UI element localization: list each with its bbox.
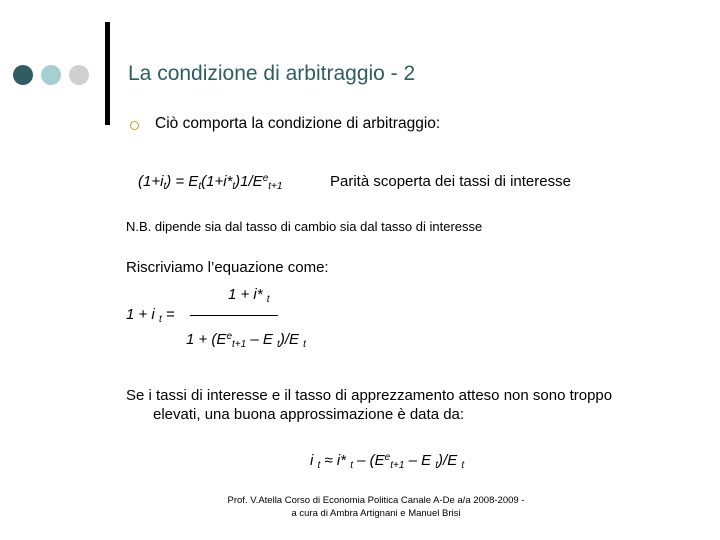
parity-equation: $(1+i_t) = E_t(1+i*_t)1/E^e_{t+1}$ bbox=[138, 173, 283, 192]
parity-label: Parità scoperta dei tassi di interesse bbox=[330, 173, 571, 190]
decor-dot-teal bbox=[41, 65, 61, 85]
rewrite-intro: Riscriviamo l’equazione come: bbox=[126, 259, 329, 276]
approx-equation: i $_t$ ≈ i* $_t - (E^e_{t+1}$ – E $_t$)/E $_t$ bbox=[310, 452, 465, 471]
slide-footer bbox=[200, 494, 552, 520]
bullet-circle-icon bbox=[130, 121, 139, 130]
approx-note-line2: elevati, una buona approssimazione è data da: bbox=[153, 406, 465, 423]
title-divider-bar bbox=[105, 22, 110, 125]
nb-note: N.B. dipende sia dal tasso di cambio sia dal tasso di interesse bbox=[126, 219, 483, 234]
fraction-denominator: $1 + (E^e_{t+1} - E$ $_t$)/E $_t$ bbox=[186, 331, 306, 350]
intro-text: Ciò comporta la condizione di arbitraggio: bbox=[155, 115, 441, 132]
decor-dot-gray bbox=[69, 65, 89, 85]
decor-dot-dark bbox=[13, 65, 33, 85]
fraction-numerator: 1 + i* $_t$ bbox=[228, 286, 270, 305]
footer-line2: a cura di Ambra Artignani e Manuel Brisi bbox=[291, 508, 461, 519]
footer-line1: Prof. V.Atella Corso di Economia Politica Canale A-De a/a 2008-2009 - bbox=[227, 495, 525, 506]
fraction-lhs: 1 + i $_t$ = bbox=[126, 306, 175, 325]
approx-note-line1: Se i tassi di interesse e il tasso di apprezzamento atteso non sono troppo bbox=[126, 387, 613, 404]
fraction-line bbox=[190, 315, 278, 316]
slide-title: La condizione di arbitraggio - 2 bbox=[128, 62, 416, 85]
